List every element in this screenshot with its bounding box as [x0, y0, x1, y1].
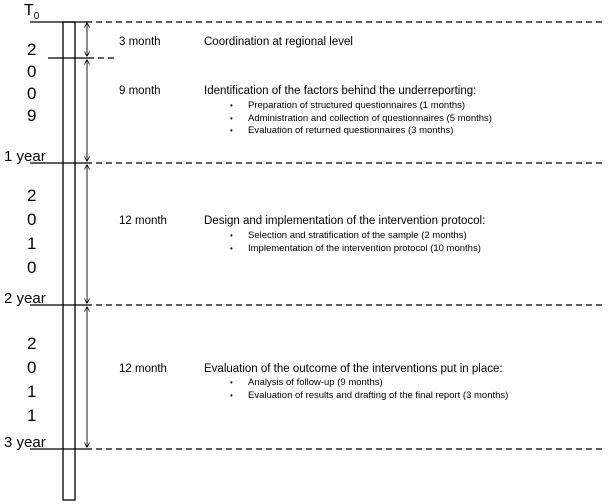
year-digit: 9 — [27, 106, 37, 125]
phase-title: Evaluation of the outcome of the interventions put in place: — [204, 363, 503, 375]
timeline-bar — [63, 22, 75, 500]
bullet-item: • Implementation of the intervention protocol (10 months) — [230, 243, 481, 256]
bullet-item: • Preparation of structured questionnaires (1 months) — [230, 100, 492, 113]
year-digit: 0 — [27, 258, 37, 277]
bullet-item: • Analysis of follow-up (9 months) — [230, 377, 508, 390]
phase-bullet-list — [230, 100, 492, 138]
phase-title: Coordination at regional level — [204, 36, 353, 48]
year-digit: 1 — [27, 382, 37, 401]
t0-subscript: 0 — [33, 11, 40, 23]
phase-bullet-list — [230, 230, 481, 255]
phase-title: Identification of the factors behind the underreporting: — [204, 85, 477, 97]
bullet-item: • Administration and collection of questionnaires (5 months) — [230, 113, 492, 126]
year-digit: 2 — [27, 40, 37, 59]
phase-bullet-list — [230, 377, 508, 402]
year-marker-3: 3 year — [4, 434, 46, 451]
year-digit: 2 — [27, 334, 37, 353]
year-digit: 2 — [27, 186, 37, 205]
phase-duration: 9 month — [119, 85, 161, 97]
bullet-item: • Evaluation of results and drafting of the final report (3 months) — [230, 390, 508, 403]
year-digit: 0 — [27, 62, 37, 81]
year-digit: 0 — [27, 358, 37, 377]
year-digit: 1 — [27, 234, 37, 253]
year-marker-2: 2 year — [4, 290, 46, 307]
t0-label — [24, 2, 39, 22]
phase-title: Design and implementation of the intervention protocol: — [204, 215, 486, 227]
year-digit: 0 — [27, 84, 37, 103]
bullet-item: • Selection and stratification of the sample (2 months) — [230, 230, 481, 243]
phase-duration: 12 month — [119, 215, 167, 227]
phase-duration: 3 month — [119, 36, 161, 48]
bullet-item: • Evaluation of returned questionnaires (3 months) — [230, 125, 492, 138]
phase-duration: 12 month — [119, 363, 167, 375]
t0-main: T — [24, 2, 34, 19]
year-digit: 1 — [27, 406, 37, 425]
year-digit: 0 — [27, 210, 37, 229]
year-marker-1: 1 year — [4, 148, 46, 165]
